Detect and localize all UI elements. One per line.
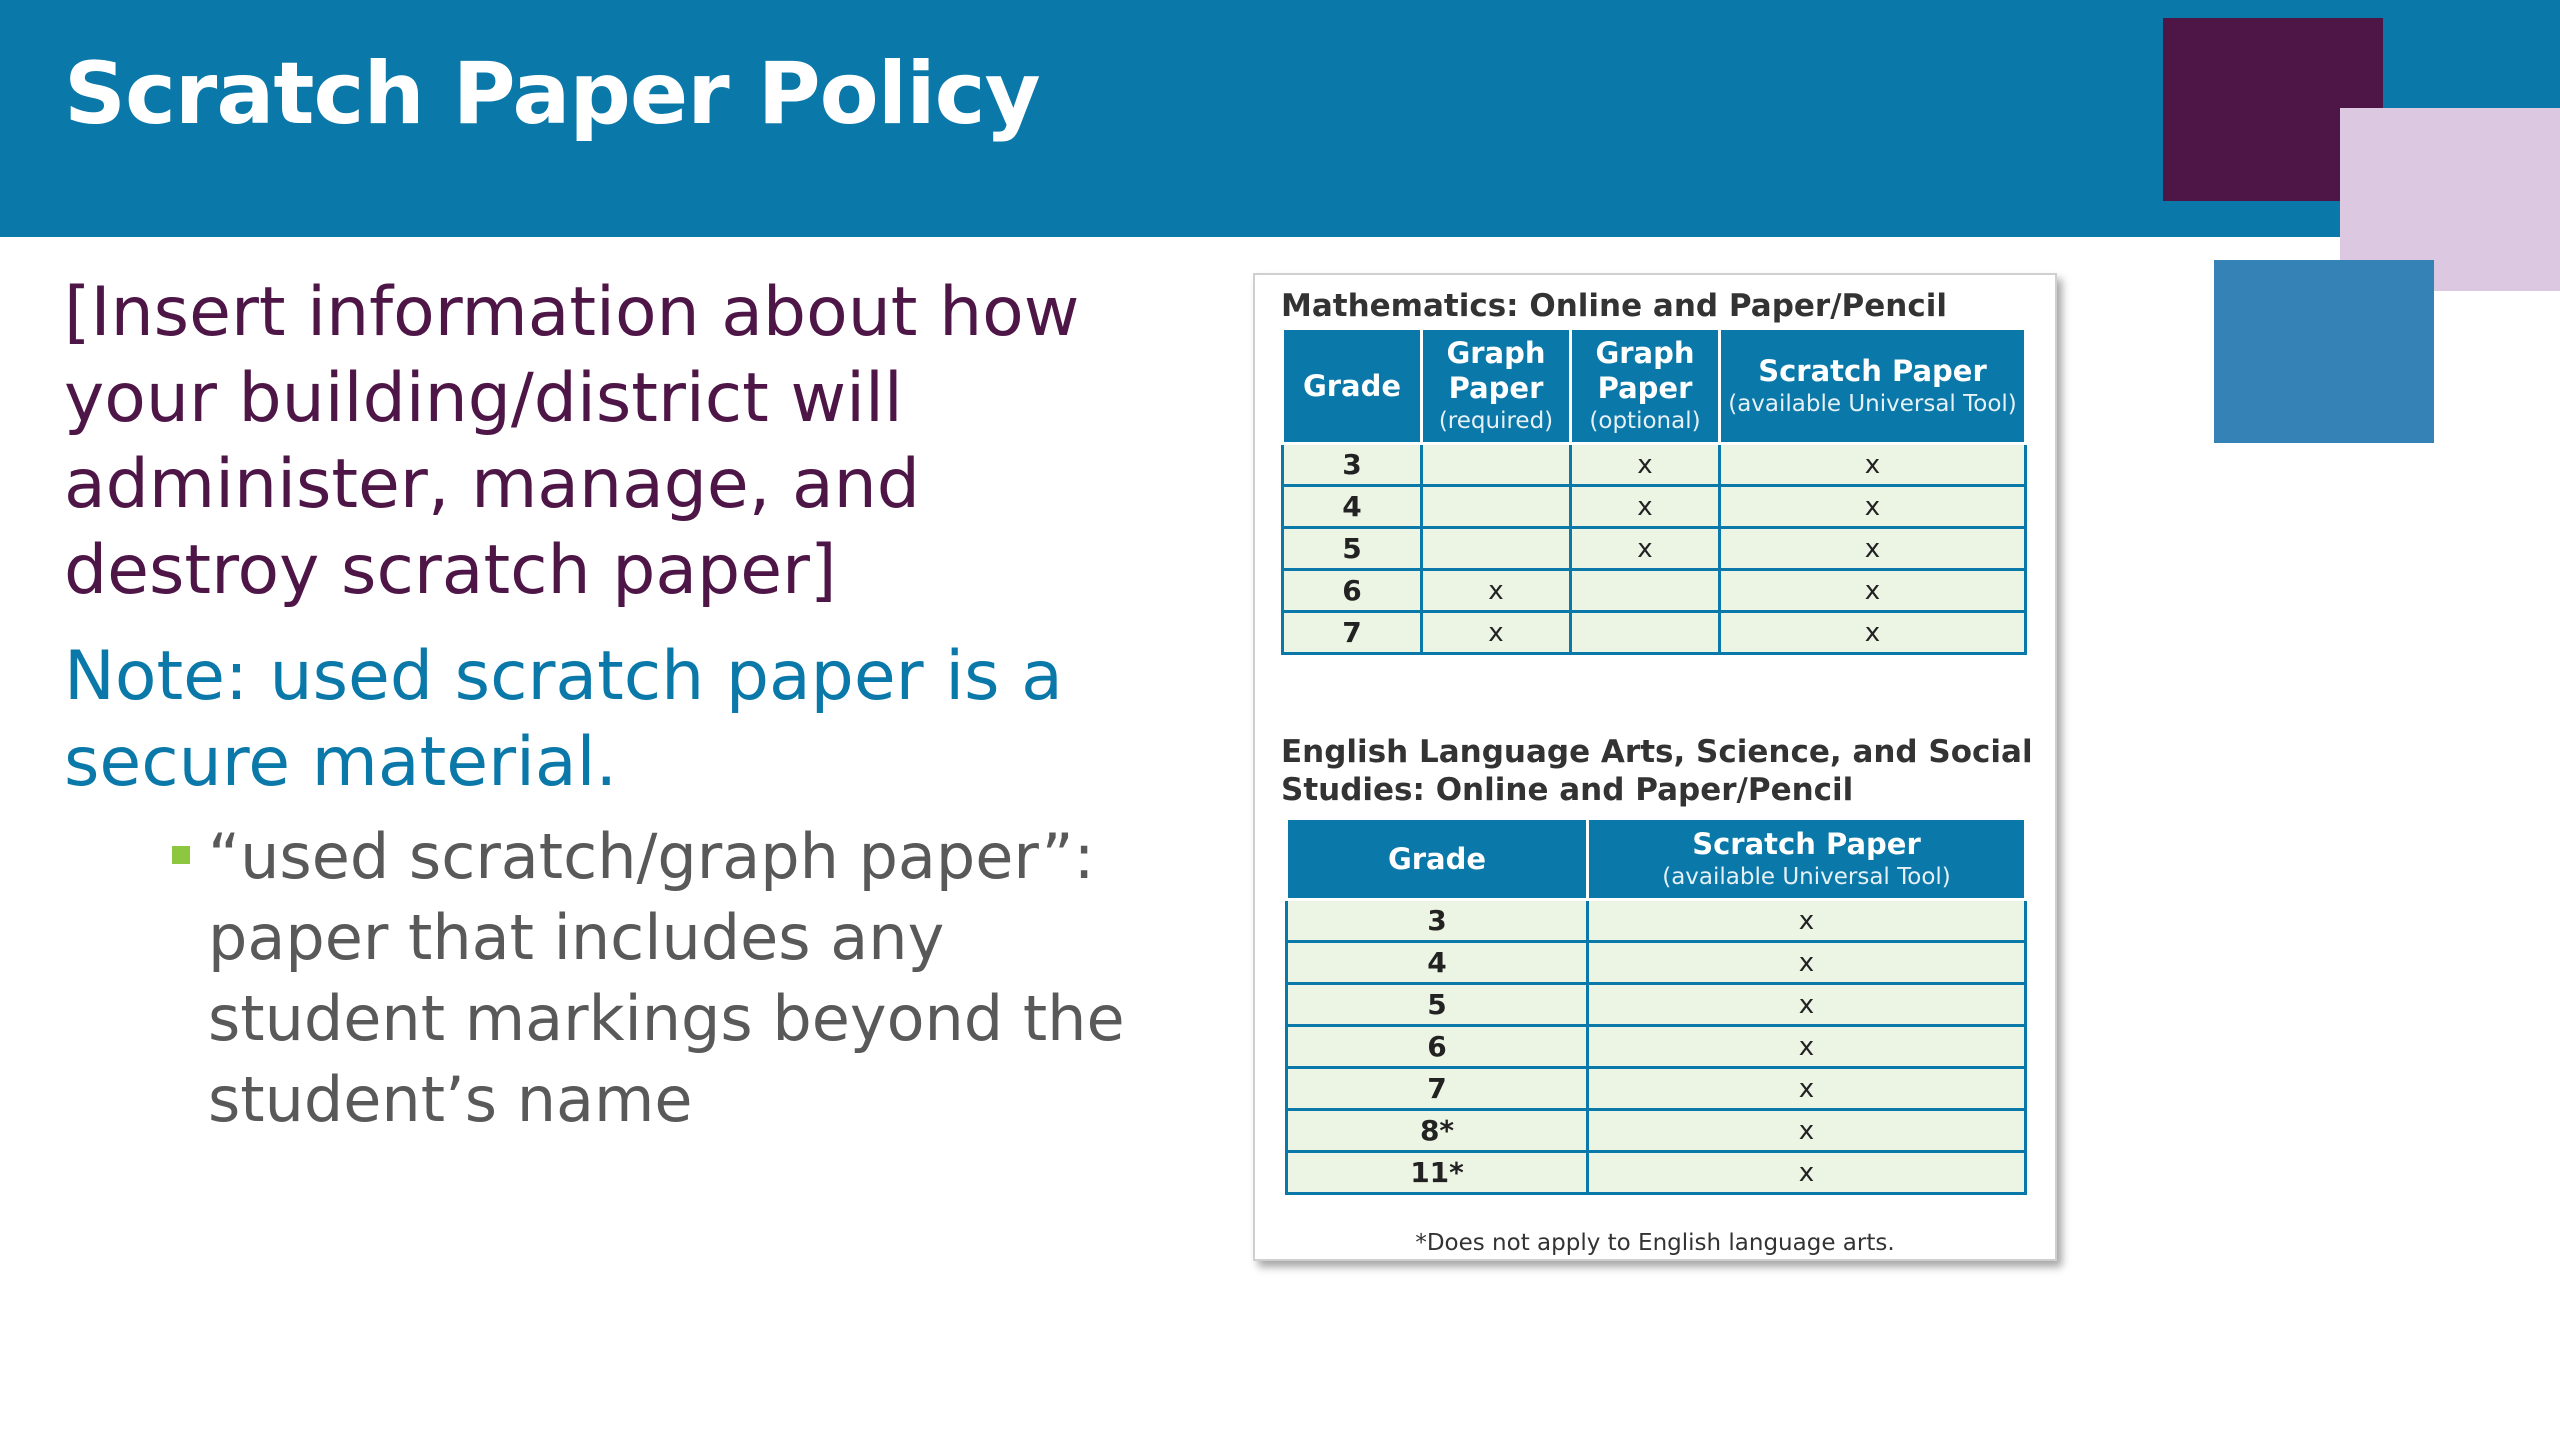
grade-cell: 5 xyxy=(1283,528,1422,570)
grade-cell: 6 xyxy=(1287,1026,1588,1068)
table-row xyxy=(1287,1152,2026,1194)
math-header-grade: Grade xyxy=(1283,329,1422,444)
grade-cell: 4 xyxy=(1283,486,1422,528)
table-cell: x xyxy=(1588,1152,2026,1194)
table-cell xyxy=(1571,570,1720,612)
grade-cell: 7 xyxy=(1287,1068,1588,1110)
table-row xyxy=(1287,984,2026,1026)
instruction-text: [Insert information about how your building/district will administer, manage, and destroy scratch paper] xyxy=(64,273,1080,610)
grade-cell: 8* xyxy=(1287,1110,1588,1152)
grade-cell: 6 xyxy=(1283,570,1422,612)
ela-table xyxy=(1285,817,2027,1195)
table-cell: x xyxy=(1422,612,1571,654)
table-cell: x xyxy=(1571,444,1720,486)
scratch-paper-table-image xyxy=(1253,273,2057,1261)
table-row xyxy=(1287,900,2026,942)
body-text xyxy=(64,270,1194,1140)
table-cell: x xyxy=(1720,570,2026,612)
table-row xyxy=(1283,486,2026,528)
table-cell: x xyxy=(1588,1110,2026,1152)
table-cell: x xyxy=(1720,612,2026,654)
note-text: Note: used scratch paper is a secure material. xyxy=(64,637,1063,802)
math-table xyxy=(1281,327,2027,655)
table-row xyxy=(1287,1068,2026,1110)
ela-header-grade: Grade xyxy=(1287,819,1588,900)
table-cell: x xyxy=(1588,984,2026,1026)
grade-cell: 7 xyxy=(1283,612,1422,654)
grade-cell: 3 xyxy=(1287,900,1588,942)
table-row xyxy=(1283,612,2026,654)
table-cell xyxy=(1422,528,1571,570)
table-row xyxy=(1283,570,2026,612)
table-row xyxy=(1283,444,2026,486)
math-header-graph-required: Graph Paper (required) xyxy=(1422,329,1571,444)
table-cell: x xyxy=(1720,444,2026,486)
math-table-title: Mathematics: Online and Paper/Pencil xyxy=(1281,288,1947,324)
table-cell: x xyxy=(1588,942,2026,984)
table-row xyxy=(1287,1026,2026,1068)
table-cell xyxy=(1422,444,1571,486)
table-cell xyxy=(1422,486,1571,528)
ela-header-scratch: Scratch Paper (available Universal Tool) xyxy=(1588,819,2026,900)
table-cell: x xyxy=(1588,900,2026,942)
table-cell: x xyxy=(1720,528,2026,570)
table-row xyxy=(1283,528,2026,570)
table-cell: x xyxy=(1588,1026,2026,1068)
table-cell: x xyxy=(1588,1068,2026,1110)
table-cell: x xyxy=(1571,528,1720,570)
math-header-scratch: Scratch Paper (available Universal Tool) xyxy=(1720,329,2026,444)
bullet-square-icon xyxy=(172,846,190,864)
footnote: *Does not apply to English language arts. xyxy=(1415,1230,1895,1256)
grade-cell: 4 xyxy=(1287,942,1588,984)
table-cell: x xyxy=(1571,486,1720,528)
bullet-item xyxy=(208,816,1194,1140)
ela-table-header-row xyxy=(1287,819,2026,900)
table-cell: x xyxy=(1720,486,2026,528)
grade-cell: 5 xyxy=(1287,984,1588,1026)
table-row xyxy=(1287,1110,2026,1152)
math-table-header-row xyxy=(1283,329,2026,444)
ela-table-title: English Language Arts, Science, and Social Studies: Online and Paper/Pencil xyxy=(1281,734,2033,808)
bullet-text: “used scratch/graph paper”: paper that includes any student markings beyond the student’s name xyxy=(208,820,1125,1136)
decorative-square-blue xyxy=(2214,260,2434,443)
slide-title: Scratch Paper Policy xyxy=(64,44,1040,144)
table-cell xyxy=(1571,612,1720,654)
grade-cell: 3 xyxy=(1283,444,1422,486)
math-header-graph-optional: Graph Paper (optional) xyxy=(1571,329,1720,444)
grade-cell: 11* xyxy=(1287,1152,1588,1194)
table-cell: x xyxy=(1422,570,1571,612)
table-row xyxy=(1287,942,2026,984)
